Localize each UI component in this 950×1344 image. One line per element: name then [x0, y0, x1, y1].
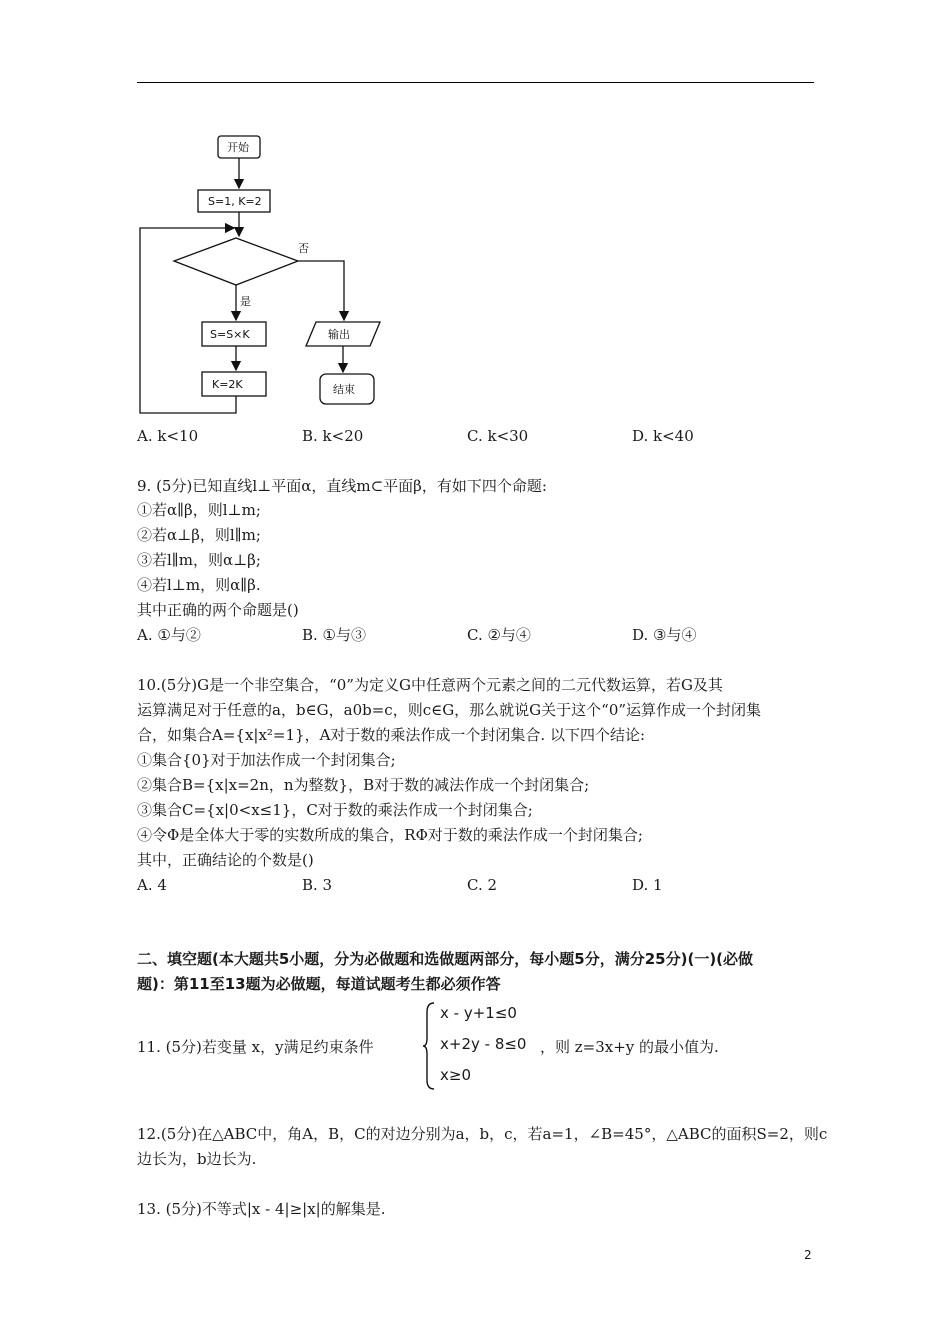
q10-option-b: B. 3: [302, 876, 333, 894]
q9-options: [137, 624, 814, 646]
q10-item-2: ②集合B={x|x=2n，n为整数}，B对于数的减法作成一个封闭集合;: [137, 776, 590, 794]
q8-option-c: C. k<30: [467, 427, 529, 445]
fc-multiply-label: S=S×K: [210, 328, 250, 341]
q12-line-1: 12.(5分)在△ABC中，角A，B，C的对边分别为a，b，c，若a=1，∠B=45°，△ABC的面积S=2，则c: [137, 1125, 828, 1143]
q13-text: 13. (5分)不等式|x - 4|≥|x|的解集是.: [137, 1200, 386, 1218]
fc-start-label: 开始: [227, 141, 249, 154]
q10-option-c: C. 2: [467, 876, 498, 894]
q9-option-a: A. ①与②: [137, 626, 201, 644]
q8-option-a: A. k<10: [137, 427, 199, 445]
q9-option-c: C. ②与④: [467, 626, 531, 644]
q9-prompt: 其中正确的两个命题是(): [137, 601, 299, 619]
fc-yes-label: 是: [240, 295, 251, 308]
q9-stem: 9. (5分)已知直线l⊥平面α，直线m⊂平面β，有如下四个命题:: [137, 477, 547, 495]
section2-heading-1: 二、填空题(本大题共5小题，分为必做题和选做题两部分，每小题5分，满分25分)(一)(必做: [137, 950, 754, 968]
q9-option-b: B. ①与③: [302, 626, 367, 644]
q11-constraints: [422, 1000, 542, 1092]
q9-item-2: ②若α⊥β，则l∥m;: [137, 526, 261, 544]
q11-constraint-1: x - y+1≤0: [440, 1004, 517, 1022]
q9-item-4: ④若l⊥m，则α∥β.: [137, 576, 261, 594]
fc-no-label: 否: [298, 242, 309, 255]
q10-item-1: ①集合{0}对于加法作成一个封闭集合;: [137, 751, 396, 769]
q9-option-d: D. ③与④: [632, 626, 697, 644]
header-rule: [137, 82, 814, 83]
q9-item-3: ③若l∥m，则α⊥β;: [137, 551, 261, 569]
q10-option-d: D. 1: [632, 876, 663, 894]
q11-after: ，则 z=3x+y 的最小值为.: [540, 1038, 719, 1056]
q10-item-3: ③集合C={x|0<x≤1}，C对于数的乘法作成一个封闭集合;: [137, 801, 533, 819]
q9-item-1: ①若α∥β，则l⊥m;: [137, 501, 261, 519]
fc-output-label: 输出: [328, 328, 350, 341]
page-number: 2: [804, 1248, 812, 1262]
fc-double-label: K=2K: [212, 378, 243, 391]
q8-option-d: D. k<40: [632, 427, 694, 445]
section2-heading-2: 题)：第11至13题为必做题，每道试题考生都必须作答: [137, 975, 501, 993]
fc-init-label: S=1, K=2: [208, 195, 262, 208]
q11-constraint-2: x+2y - 8≤0: [440, 1035, 527, 1053]
q10-stem-1: 10.(5分)G是一个非空集合，“0”为定义G中任意两个元素之间的二元代数运算，若G及其: [137, 676, 723, 694]
q10-option-a: A. 4: [137, 876, 167, 894]
condition-diamond: [174, 238, 298, 285]
q8-options: [137, 425, 814, 447]
q10-prompt: 其中，正确结论的个数是(): [137, 851, 314, 869]
q10-item-4: ④令Φ是全体大于零的实数所成的集合，RΦ对于数的乘法作成一个封闭集合;: [137, 826, 643, 844]
q10-options: [137, 874, 814, 896]
q10-stem-2: 运算满足对于任意的a，b∈G，a0b=c，则c∈G，那么就说G关于这个“0”运算作成一个封闭集: [137, 701, 762, 719]
q11-before: 11. (5分)若变量 x，y满足约束条件: [137, 1038, 374, 1056]
q8-option-b: B. k<20: [302, 427, 364, 445]
q10-stem-3: 合，如集合A={x|x²=1}，A对于数的乘法作成一个封闭集合. 以下四个结论:: [137, 726, 646, 744]
q12-line-2: 边长为，b边长为.: [137, 1150, 257, 1168]
fc-end-label: 结束: [333, 383, 355, 396]
q11-constraint-3: x≥0: [440, 1066, 471, 1084]
brace-icon: [422, 1000, 436, 1092]
flowchart: [130, 128, 400, 418]
